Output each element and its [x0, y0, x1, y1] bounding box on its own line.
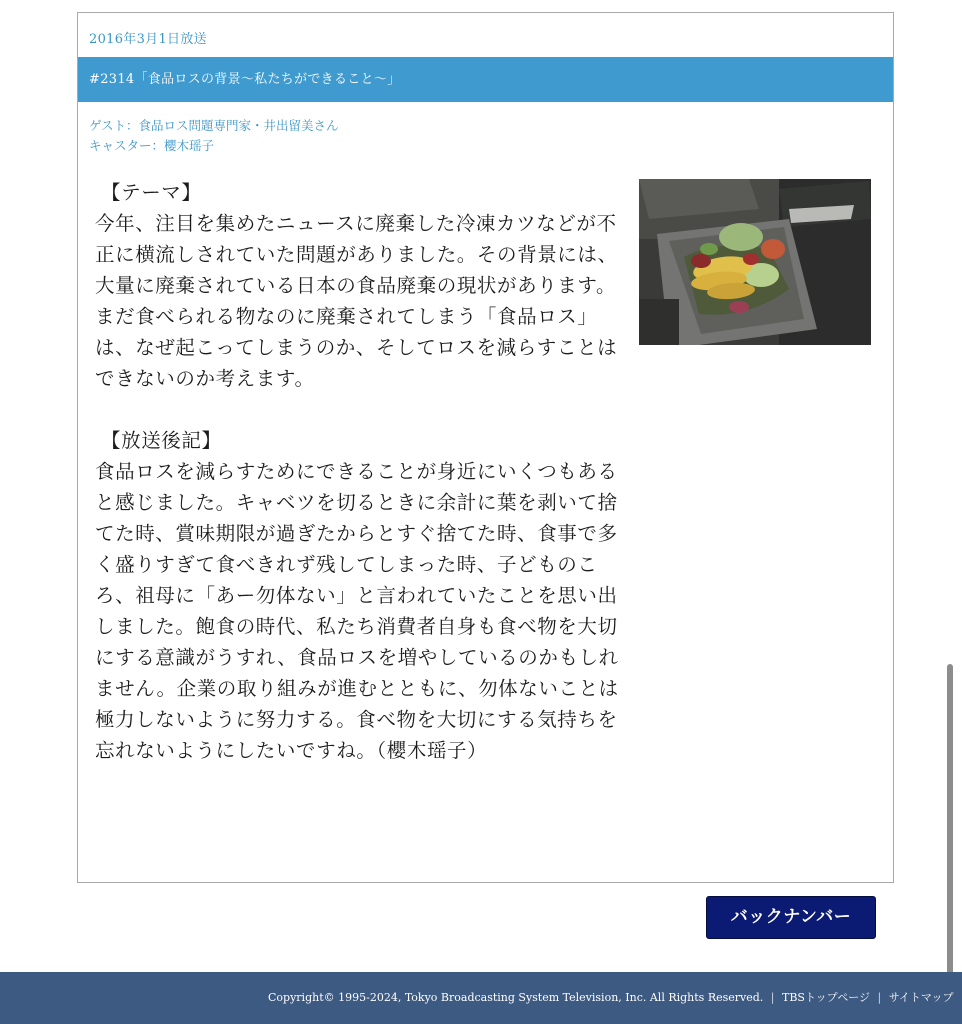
footer-content	[268, 989, 954, 1005]
site-footer	[0, 972, 962, 1024]
copyright-text: Copyright© 1995-2024, Tokyo Broadcasting System Television, Inc. All Rights Reserved.	[268, 991, 764, 1004]
paragraph-spacer	[95, 394, 625, 425]
episode-article	[77, 12, 894, 883]
air-date: 2016年3月1日放送	[89, 32, 207, 47]
theme-heading: 【テーマ】	[101, 181, 202, 204]
postscript-heading: 【放送後記】	[101, 429, 222, 452]
postscript-text: 食品ロスを減らすためにできることが身近にいくつもあると感じました。キャベツを切るときに余計に葉を剥いて捨てた時、賞味期限が過ぎたからとすぐ捨てた時、食事で多く盛りすぎて食べきれず残してしまった時、子どものころ、祖母に「あー勿体ない」と言われていたことを思い出しました。飽食の時代、私たち消費者自身も食べ物を大切にする意識がうすれ、食品ロスを増やしているのかもしれません。企業の取り組みが進むとともに、勿体ないことは極力しないように努力する。食べ物を大切にする気持ちを忘れないようにしたいですね。（櫻木瑶子）	[95, 460, 619, 762]
footer-separator: |	[877, 991, 882, 1004]
food-waste-bin-photo	[639, 179, 871, 345]
back-number-button[interactable]: バックナンバー	[706, 896, 876, 939]
page-scrollbar[interactable]	[946, 664, 955, 984]
episode-title-bar	[78, 57, 893, 102]
theme-text: 今年、注目を集めたニュースに廃棄した冷凍カツなどが不正に横流しされていた問題がありました。その背景には、大量に廃棄されている日本の食品廃棄の現状があります。まだ食べられる物なのに廃棄されてしまう「食品ロス」は、なぜ起こってしまうのか、そしてロスを減らすことはできないのか考えます。	[95, 212, 618, 390]
sitemap-link[interactable]: サイトマップ	[888, 991, 954, 1004]
guest-line: ゲスト：食品ロス問題専門家・井出留美さん	[89, 118, 339, 133]
article-body	[95, 177, 625, 766]
scrollbar-thumb[interactable]	[947, 664, 953, 984]
caster-line: キャスター：櫻木瑶子	[89, 138, 215, 153]
tbs-top-page-link[interactable]: TBSトップページ	[782, 991, 870, 1004]
footer-separator: |	[770, 991, 775, 1004]
credits	[89, 116, 339, 156]
episode-title: #2314「食品ロスの背景〜私たちができること〜」	[89, 72, 401, 87]
